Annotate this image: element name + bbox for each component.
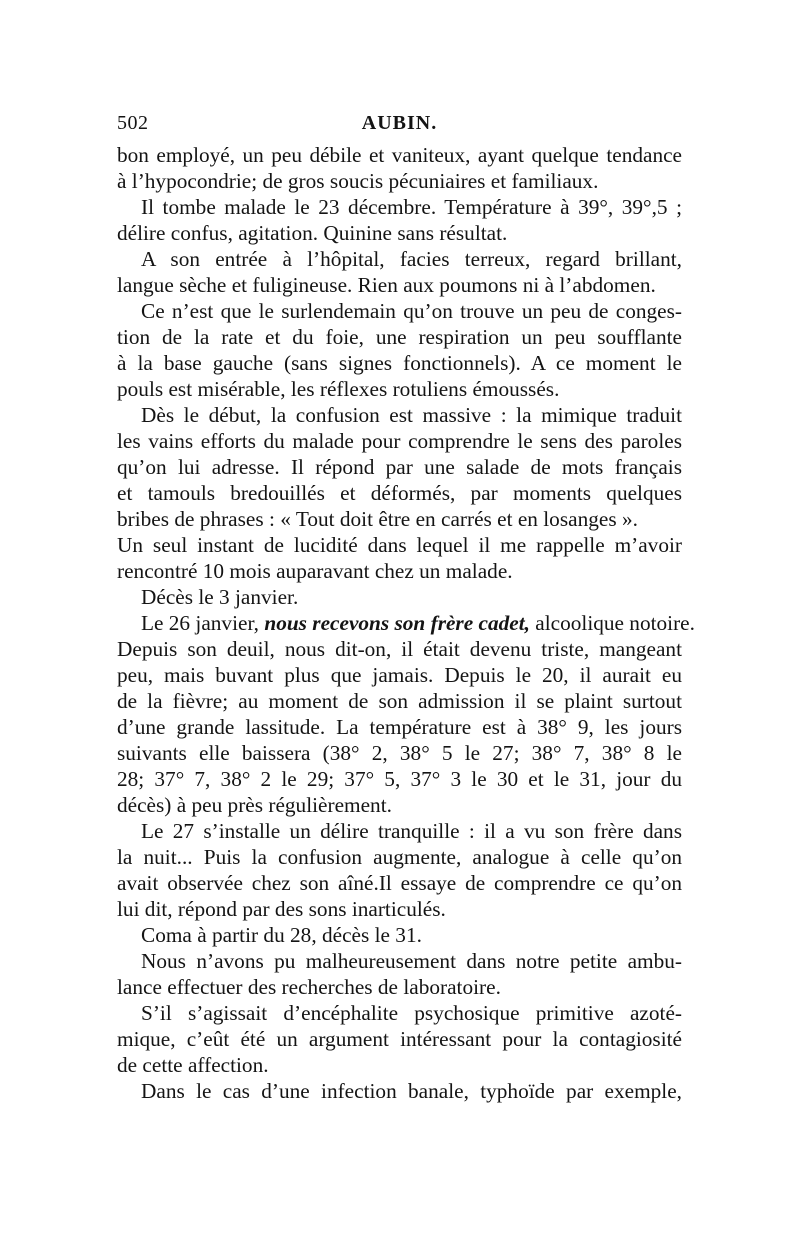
text-line (117, 636, 682, 662)
text-line (117, 506, 682, 532)
text-line-content: délire confus, agitation. Quinine sans résultat. (117, 221, 508, 245)
text-line (117, 350, 682, 376)
text-line (117, 246, 682, 272)
text-line (117, 142, 682, 168)
text-line (117, 740, 682, 766)
text-line (117, 714, 682, 740)
text-line-content: lui dit, répond par des sons inarticulés. (117, 897, 446, 921)
text-line (117, 324, 682, 350)
text-line-content: Ce n’est que le surlendemain qu’on trouve un peu de conges- (141, 299, 682, 323)
text-line-content: Depuis son deuil, nous dit-on, il était devenu triste, mangeant (117, 637, 682, 661)
text-line-content: Il tombe malade le 23 décembre. Température à 39°, 39°,5 ; (141, 195, 682, 219)
text-line-content: de cette affection. (117, 1053, 269, 1077)
text-line-content: alcoolique notoire. (529, 611, 695, 635)
text-line-content: Le 26 janvier, (141, 611, 265, 635)
text-line-content: Décès le 3 janvier. (141, 585, 299, 609)
text-line-content: qu’on lui adresse. Il répond par une salade de mots français (117, 455, 682, 479)
body-text (117, 142, 695, 1104)
running-title: AUBIN. (361, 112, 438, 134)
text-line (117, 844, 682, 870)
text-line (117, 610, 695, 636)
text-line-content: la nuit... Puis la confusion augmente, analogue à celle qu’on (117, 845, 682, 869)
text-line (117, 766, 682, 792)
text-line (117, 480, 682, 506)
page-number: 502 (117, 112, 149, 134)
text-line-content: peu, mais buvant plus que jamais. Depuis le 20, il aurait eu (117, 663, 682, 687)
text-line-content: à la base gauche (sans signes fonctionnels). A ce moment le (117, 351, 682, 375)
text-line-content: à l’hypocondrie; de gros soucis pécuniaires et familiaux. (117, 169, 599, 193)
text-line (117, 818, 682, 844)
text-line-content: tion de la rate et du foie, une respiration un peu soufflante (117, 325, 682, 349)
text-line-content: mique, c’eût été un argument intéressant pour la contagiosité (117, 1027, 682, 1051)
text-line-content: décès) à peu près régulièrement. (117, 793, 392, 817)
text-line-content: Coma à partir du 28, décès le 31. (141, 923, 422, 947)
text-line (117, 584, 682, 610)
text-line-content: S’il s’agissait d’encéphalite psychosique primitive azoté- (141, 1001, 682, 1025)
text-line-content: pouls est misérable, les réflexes rotuliens émoussés. (117, 377, 560, 401)
text-line (117, 870, 682, 896)
text-line-content: A son entrée à l’hôpital, facies terreux, regard brillant, (141, 247, 682, 271)
text-line (117, 688, 682, 714)
text-line-content: langue sèche et fuligineuse. Rien aux poumons ni à l’abdomen. (117, 273, 656, 297)
text-line (117, 532, 682, 558)
text-line-content: les vains efforts du malade pour comprendre le sens des paroles (117, 429, 682, 453)
text-line (117, 168, 682, 194)
text-line (117, 1078, 682, 1104)
text-line-content: 28; 37° 7, 38° 2 le 29; 37° 5, 37° 3 le 30 et le 31, jour du (117, 767, 682, 791)
text-line (117, 376, 682, 402)
text-line (117, 948, 682, 974)
text-line-content: suivants elle baissera (38° 2, 38° 5 le 27; 38° 7, 38° 8 le (117, 741, 682, 765)
text-line (117, 974, 682, 1000)
text-line (117, 1000, 682, 1026)
text-line-content: lance effectuer des recherches de laboratoire. (117, 975, 501, 999)
text-line-content: bon employé, un peu débile et vaniteux, ayant quelque tendance (117, 143, 682, 167)
text-line (117, 454, 682, 480)
text-line (117, 792, 682, 818)
page-header (117, 112, 682, 138)
text-line (117, 402, 682, 428)
text-line (117, 220, 682, 246)
text-line (117, 922, 682, 948)
text-line (117, 1026, 682, 1052)
text-line (117, 428, 682, 454)
text-line (117, 896, 682, 922)
italic-emphasis: nous recevons son frère cadet, (264, 611, 530, 635)
text-line-content: de la fièvre; au moment de son admission il se plaint surtout (117, 689, 682, 713)
text-line (117, 194, 682, 220)
text-line (117, 1052, 682, 1078)
text-line (117, 558, 682, 584)
text-line (117, 272, 682, 298)
text-line-content: et tamouls bredouillés et déformés, par moments quelques (117, 481, 682, 505)
text-line-content: Un seul instant de lucidité dans lequel il me rappelle m’avoir (117, 533, 682, 557)
text-line-content: avait observée chez son aîné.Il essaye de comprendre ce qu’on (117, 871, 682, 895)
text-line (117, 298, 682, 324)
text-line-content: Le 27 s’installe un délire tranquille : il a vu son frère dans (141, 819, 682, 843)
text-line-content: Nous n’avons pu malheureusement dans notre petite ambu- (141, 949, 682, 973)
text-line-content: Dans le cas d’une infection banale, typhoïde par exemple, (141, 1079, 682, 1103)
text-line-content: Dès le début, la confusion est massive : la mimique traduit (141, 403, 682, 427)
text-line-content: d’une grande lassitude. La température est à 38° 9, les jours (117, 715, 682, 739)
text-line-content: bribes de phrases : « Tout doit être en carrés et en losanges ». (117, 507, 638, 531)
text-line (117, 662, 682, 688)
text-line-content: rencontré 10 mois auparavant chez un malade. (117, 559, 513, 583)
